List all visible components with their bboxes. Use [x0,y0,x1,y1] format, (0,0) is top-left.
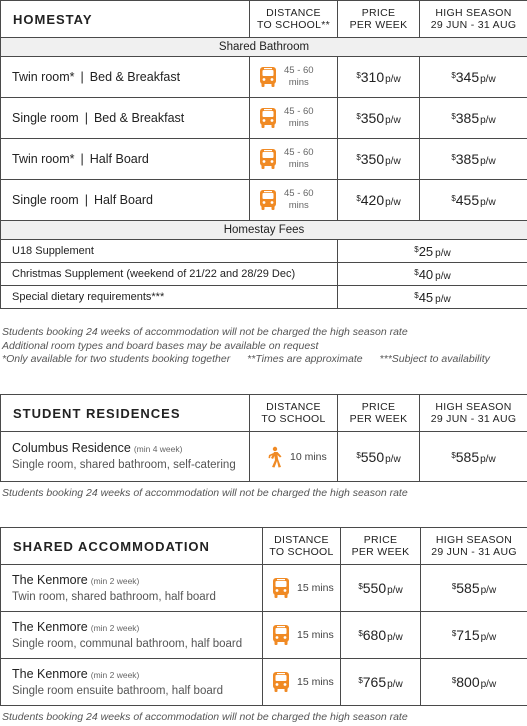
per-week-label: p/w [480,156,496,167]
homestay-table [0,0,527,309]
high-season-price-cell [421,612,527,659]
currency-symbol: $ [451,676,457,685]
high-season-price-cell [420,180,527,221]
currency-symbol: $ [356,153,361,162]
per-week-label: p/w [480,453,496,465]
room-description: Single room, shared bathroom, self-catering [12,459,236,471]
high-season-price-cell [420,432,527,482]
currency-symbol: $ [451,450,456,460]
note-line: Additional room types and board bases may be available on request [2,339,319,352]
per-week-label: p/w [387,632,403,643]
currency-symbol: $ [451,71,456,80]
bus-icon [271,671,291,693]
high-season-price-cell [421,565,527,612]
room-type: Single room | Bed & Breakfast [1,98,250,139]
per-week-label: p/w [480,632,497,643]
footnote: **Times are approximate [247,353,363,365]
room-description: Twin room, shared bathroom, half board [12,590,216,603]
table-row [1,659,527,706]
fee-price [338,263,527,286]
high-season-price-cell [420,139,527,180]
price-value: 420 [360,192,385,208]
table-row [1,98,527,139]
table-row [1,612,527,659]
currency-symbol: $ [358,676,363,685]
room-description: Single room ensuite bathroom, half board [12,684,223,697]
distance-text: 45 - 60 mins [284,106,314,129]
fee-price [338,240,527,263]
residences-title: STUDENT RESIDENCES [1,395,250,432]
currency-symbol: $ [356,71,361,80]
table-row [1,139,527,180]
homestay-notes [0,326,504,367]
distance-header: DISTANCE TO SCHOOL [263,528,341,565]
accommodation-name-cell [1,659,263,706]
price-value: 385 [455,110,480,126]
shared-bathroom-subheader: Shared Bathroom [1,38,527,57]
accommodation-name: The Kenmore [12,666,88,681]
price-value: 585 [455,448,480,465]
distance-text: 10 mins [290,450,327,463]
min-stay: (min 2 week) [90,575,140,586]
per-week-label: p/w [435,293,451,305]
price-value: 765 [362,674,387,690]
price-value: 385 [455,151,480,167]
per-week-label: p/w [385,74,401,85]
per-week-label: p/w [387,585,403,596]
distance-header: DISTANCE TO SCHOOL [250,395,338,432]
homestay-title: HOMESTAY [1,1,250,38]
fee-label: Christmas Supplement (weekend of 21/22 and 28/29 Dec) [1,263,338,286]
currency-symbol: $ [358,629,363,638]
distance-cell [263,659,341,706]
footnote: ***Subject to availability [379,353,490,365]
fee-price [338,286,527,309]
distance-text: 45 - 60 mins [284,65,314,88]
bus-icon [258,66,278,88]
bus-icon [271,577,291,599]
per-week-label: p/w [480,197,496,208]
min-stay: (min 2 week) [90,622,140,633]
currency-symbol: $ [451,582,457,591]
distance-text: 45 - 60 mins [284,188,314,211]
residence-name: Columbus Residence [12,441,131,455]
price-value: 350 [360,110,385,126]
per-week-label: p/w [435,247,451,259]
walking-person-icon [264,446,284,468]
currency-symbol: $ [414,244,419,254]
fee-label: U18 Supplement [1,240,338,263]
per-week-label: p/w [480,115,496,126]
price-value: 550 [360,448,385,465]
price-value: 680 [362,627,387,643]
shared-table [0,527,527,706]
per-week-label: p/w [385,115,401,126]
currency-symbol: $ [358,582,363,591]
min-stay: (min 2 week) [90,669,140,680]
distance-cell [250,98,338,139]
residences-table [0,394,527,482]
price-value: 800 [456,674,480,690]
currency-symbol: $ [356,450,361,460]
currency-symbol: $ [414,267,419,277]
price-cell [338,139,420,180]
table-row [1,432,527,482]
bus-icon [258,107,278,129]
distance-text: 45 - 60 mins [284,147,314,170]
high-season-header: HIGH SEASON 29 JUN - 31 AUG [421,528,527,565]
per-week-label: p/w [435,270,451,282]
currency-symbol: $ [356,194,361,203]
per-week-label: p/w [480,74,496,85]
per-week-label: p/w [385,197,401,208]
price-value: 350 [360,151,385,167]
room-type: Twin room* | Half Board [1,139,250,180]
price-cell [338,57,420,98]
shared-title: SHARED ACCOMMODATION [1,528,263,565]
price-value: 345 [455,69,480,85]
per-week-label: p/w [385,453,401,465]
currency-symbol: $ [451,153,456,162]
fee-label: Special dietary requirements*** [1,286,338,309]
price-cell [338,98,420,139]
distance-header: DISTANCE TO SCHOOL** [250,1,338,38]
currency-symbol: $ [451,112,456,121]
residence-name-cell [1,432,250,482]
shared-note: Students booking 24 weeks of accommodation will not be charged the high season rate [2,711,408,723]
per-week-label: p/w [480,585,497,596]
homestay-fees-subheader: Homestay Fees [1,221,527,240]
distance-cell [263,565,341,612]
price-value: 715 [456,627,480,643]
bus-icon [258,189,278,211]
high-season-price-cell [421,659,527,706]
min-stay: (min 4 week) [133,444,183,454]
price-header: PRICE PER WEEK [341,528,421,565]
price-cell [341,565,421,612]
distance-text: 15 mins [297,676,334,688]
per-week-label: p/w [385,156,401,167]
price-value: 550 [362,580,387,596]
high-season-header: HIGH SEASON 29 JUN - 31 AUG [420,395,527,432]
distance-cell [250,432,338,482]
per-week-label: p/w [480,679,497,690]
price-value: 585 [456,580,480,596]
accommodation-name-cell [1,612,263,659]
price-cell [338,180,420,221]
price-cell [338,432,420,482]
accommodation-name: The Kenmore [12,572,88,587]
accommodation-name-cell [1,565,263,612]
price-value: 45 [418,289,434,305]
price-cell [341,659,421,706]
accommodation-name: The Kenmore [12,619,88,634]
room-type: Twin room* | Bed & Breakfast [1,57,250,98]
per-week-label: p/w [387,679,403,690]
bus-icon [271,624,291,646]
distance-cell [250,57,338,98]
price-header: PRICE PER WEEK [338,1,420,38]
table-row [1,57,527,98]
bus-icon [258,148,278,170]
distance-text: 15 mins [297,582,334,594]
note-line: Students booking 24 weeks of accommodation will not be charged the high season rate [2,326,408,338]
price-header: PRICE PER WEEK [338,395,420,432]
distance-cell [250,180,338,221]
distance-text: 15 mins [297,629,334,641]
room-type: Single room | Half Board [1,180,250,221]
room-description: Single room, communal bathroom, half board [12,637,243,650]
price-value: 25 [418,243,434,259]
high-season-price-cell [420,98,527,139]
price-value: 40 [418,266,434,282]
high-season-price-cell [420,57,527,98]
footnotes [2,353,504,367]
distance-cell [263,612,341,659]
fee-row [1,286,527,309]
price-value: 455 [455,192,480,208]
currency-symbol: $ [414,290,419,300]
footnote: *Only available for two students booking together [2,353,231,365]
price-value: 310 [360,69,385,85]
currency-symbol: $ [451,629,457,638]
fee-row [1,240,527,263]
residences-note: Students booking 24 weeks of accommodation will not be charged the high season rate [2,487,408,499]
currency-symbol: $ [451,194,456,203]
currency-symbol: $ [356,112,361,121]
distance-cell [250,139,338,180]
high-season-header: HIGH SEASON 29 JUN - 31 AUG [420,1,527,38]
table-row [1,180,527,221]
price-cell [341,612,421,659]
fee-row [1,263,527,286]
table-row [1,565,527,612]
